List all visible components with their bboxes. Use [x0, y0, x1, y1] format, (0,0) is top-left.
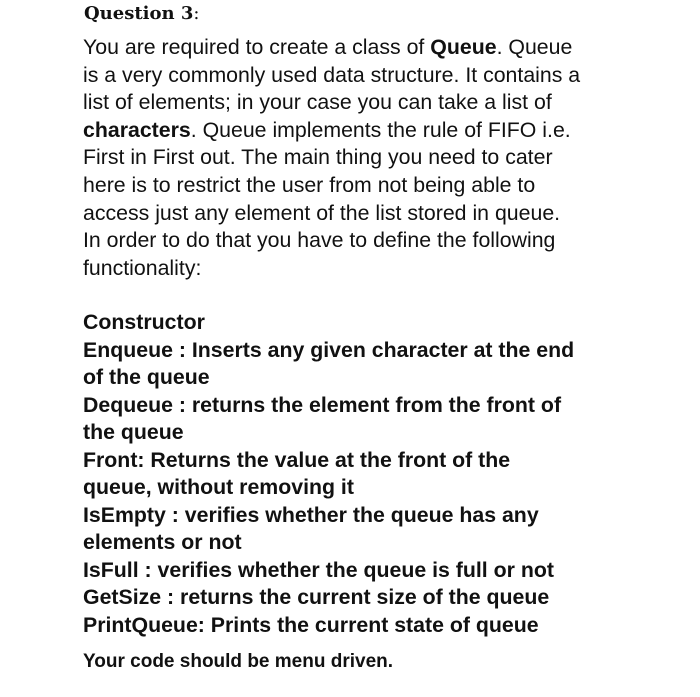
line-text: access just any element of the list stored in queue. — [83, 200, 561, 225]
line-text: First in First out. The main thing you need to cater — [83, 145, 553, 170]
functionality-line: Dequeue : returns the element from the front of — [83, 392, 562, 417]
description-line — [83, 255, 643, 283]
functionality-line: the queue — [83, 420, 184, 444]
term-characters: characters — [83, 117, 191, 142]
description-line — [83, 34, 643, 62]
functionality-line: of the queue — [83, 365, 210, 389]
line-text: is a very commonly used data structure. It contains a — [83, 62, 581, 87]
description-line — [83, 172, 643, 200]
functionality-line: elements or not — [83, 530, 242, 554]
functionality-line: IsEmpty : verifies whether the queue has any — [83, 502, 539, 527]
functionality-line: PrintQueue: Prints the current state of queue — [83, 612, 539, 637]
functionality-list — [83, 309, 643, 639]
term-queue: Queue — [430, 35, 497, 59]
functionality-line: GetSize : returns the current size of the queue — [83, 585, 550, 609]
functionality-line: queue, without removing it — [83, 475, 354, 499]
functionality-line: Enqueue : Inserts any given character at the end — [83, 337, 575, 362]
description-line — [83, 62, 643, 90]
line-text: . Queue — [496, 35, 573, 59]
description-line — [83, 227, 643, 255]
line-text: list of elements; in your case you can take a list of — [83, 90, 552, 115]
line-text: In order to do that you have to define the following — [83, 228, 556, 253]
question-colon: : — [193, 3, 200, 24]
description-line — [83, 144, 643, 172]
line-text: here is to restrict the user from not being able to — [83, 172, 536, 197]
line-text: You are required to create a class of — [83, 35, 431, 59]
menu-driven-note: Your code should be menu driven. — [83, 651, 394, 672]
question-description — [83, 34, 643, 282]
functionality-line: Front: Returns the value at the front of the — [83, 447, 511, 472]
description-line — [83, 117, 643, 145]
description-line — [83, 89, 643, 117]
functionality-line: IsFull : verifies whether the queue is full or not — [83, 557, 554, 582]
functionality-line: Constructor — [83, 310, 205, 334]
line-text: . Queue implements the rule of FIFO i.e. — [190, 117, 571, 142]
question-label: Question 3 — [84, 3, 194, 24]
question-heading — [84, 2, 199, 26]
line-text: functionality: — [83, 255, 202, 280]
description-line — [83, 200, 643, 228]
